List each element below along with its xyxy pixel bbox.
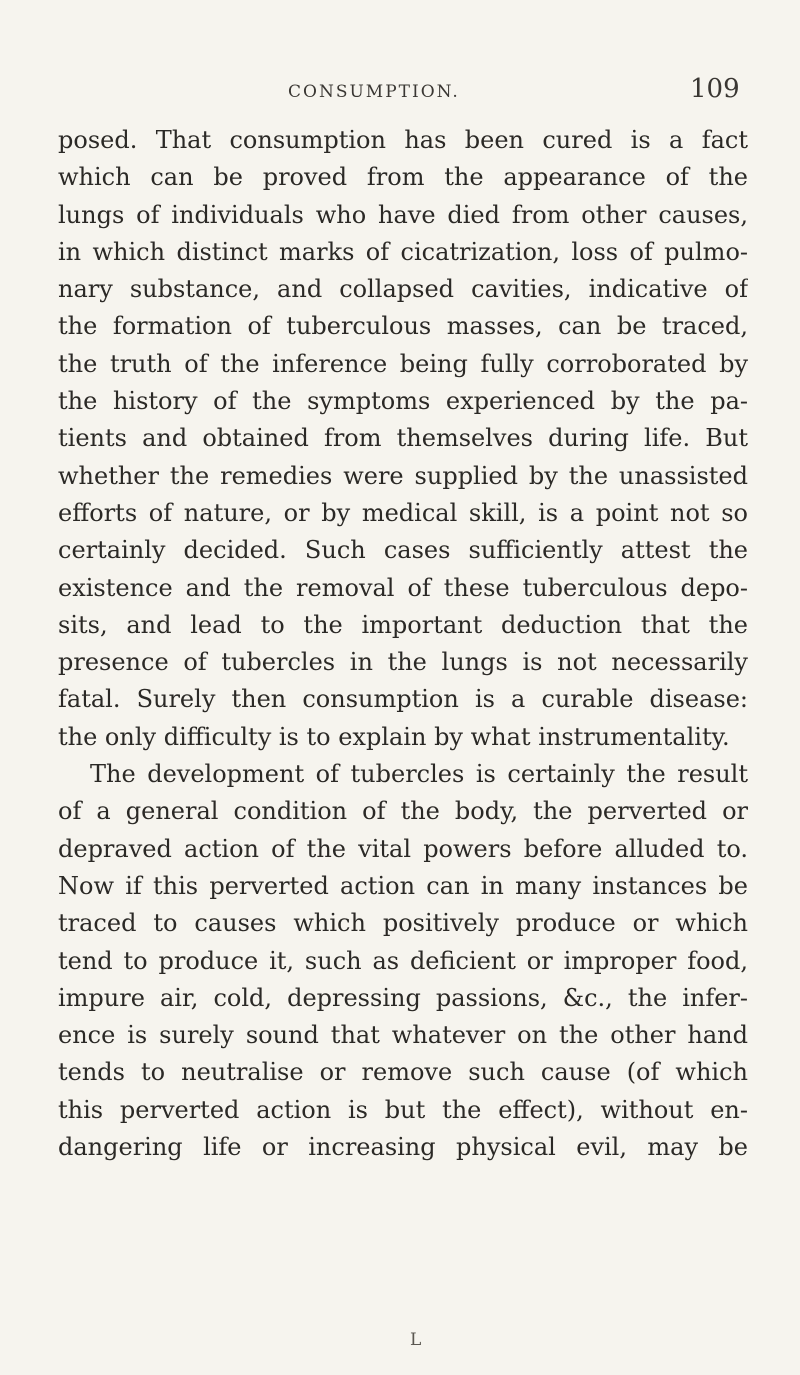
running-head: CONSUMPTION. (288, 82, 460, 102)
text-line: ence is surely sound that whatever on the other hand (58, 1021, 748, 1050)
text-line: tends to neutralise or remove such cause (of which (58, 1058, 748, 1087)
body-text (58, 122, 748, 1166)
text-line: of a general condition of the body, the perverted or (58, 797, 748, 826)
text-line: sits, and lead to the important deduction that the (58, 610, 748, 639)
text-line: Now if this perverted action can in many instances be (58, 871, 748, 900)
text-line: posed. That consumption has been cured is a fact (58, 126, 748, 154)
signature-mark: L (410, 1330, 422, 1350)
text-line: tients and obtained from themselves during life. But (58, 424, 748, 453)
text-line: fatal. Surely then consumption is a curable disease: (58, 685, 748, 714)
text-line: dangering life or increasing physical evil, may be (58, 1133, 748, 1162)
text-line: impure air, cold, depressing passions, &c., the infer- (58, 983, 748, 1012)
text-line: certainly decided. Such cases sufficiently attest the (58, 536, 748, 565)
text-line: efforts of nature, or by medical skill, is a point not so (58, 498, 748, 527)
text-line: the formation of tuberculous masses, can be traced, (58, 312, 748, 341)
paragraph-first-line: The development of tubercles is certainly the result (90, 760, 748, 789)
text-line: existence and the removal of these tuberculous depo- (58, 573, 748, 602)
text-line: presence of tubercles in the lungs is not necessarily (58, 648, 748, 677)
text-line: depraved action of the vital powers before alluded to. (58, 834, 748, 863)
text-line: the only difficulty is to explain by what instrumentality. (58, 722, 730, 751)
text-line: lungs of individuals who have died from other causes, (58, 200, 748, 229)
text-line: tend to produce it, such as deficient or improper food, (58, 946, 748, 975)
page-number: 109 (690, 74, 740, 104)
text-line: this perverted action is but the effect), without en- (58, 1095, 748, 1124)
text-line: nary substance, and collapsed cavities, indicative of (58, 275, 748, 304)
text-line: the truth of the inference being fully corroborated by (58, 349, 748, 378)
text-line: traced to causes which positively produce or which (58, 909, 748, 938)
text-line: whether the remedies were supplied by the unassisted (58, 461, 748, 490)
text-line: which can be proved from the appearance of the (58, 163, 748, 192)
text-line: in which distinct marks of cicatrization, loss of pulmo- (58, 237, 748, 266)
text-line: the history of the symptoms experienced by the pa- (58, 387, 748, 416)
